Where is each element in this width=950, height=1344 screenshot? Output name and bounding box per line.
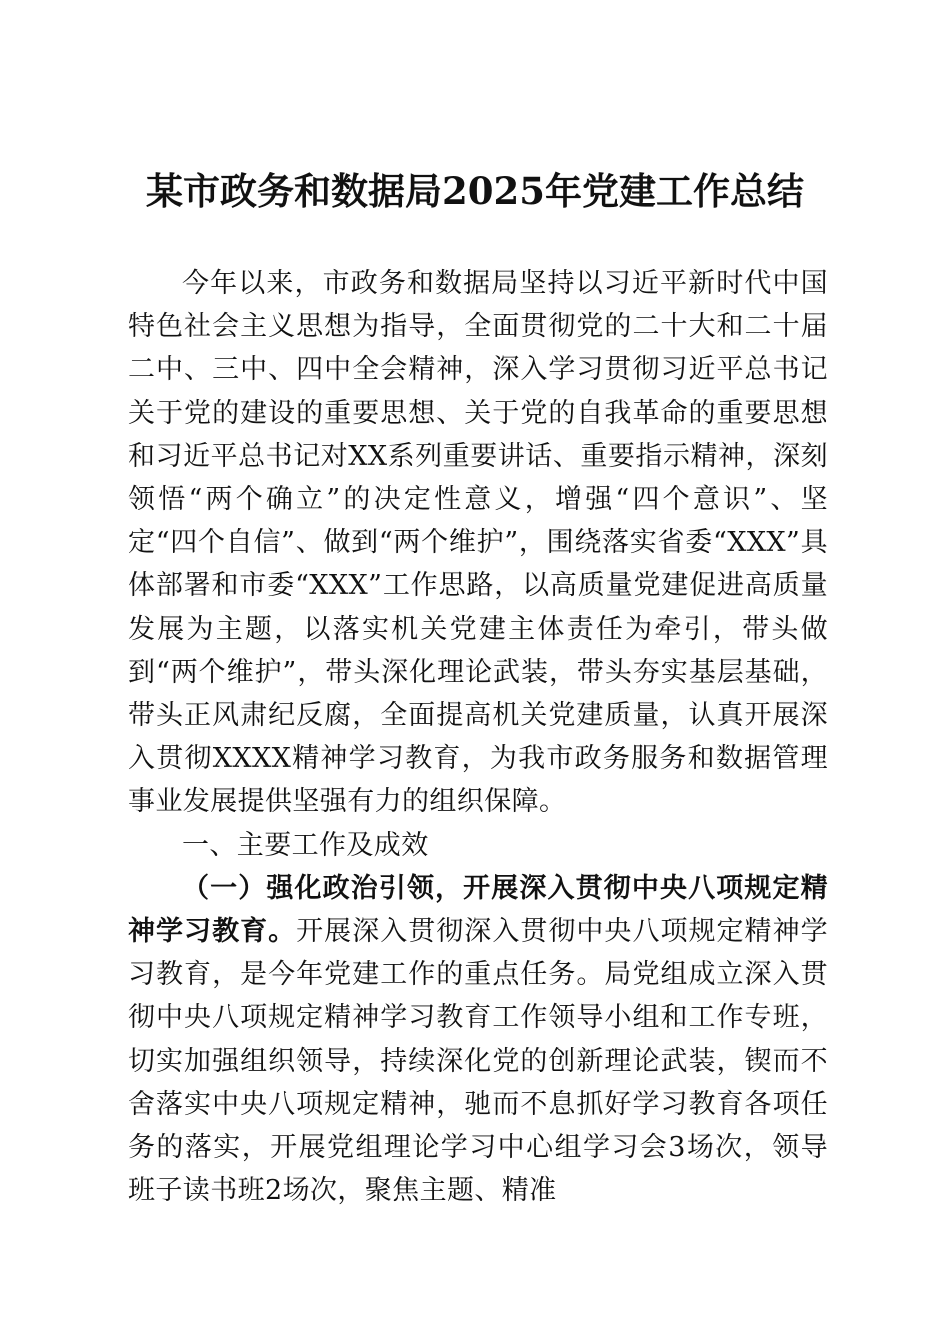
- document-body: [128, 262, 828, 1212]
- subsection-title: （一）强化政治引领，开展深入贯彻中央八项规定精神学习教育。: [128, 872, 828, 948]
- subsection-text: 开展深入贯彻深入贯彻中央八项规定精神学习教育，是今年党建工作的重点任务。局党组成立深入贯彻中央八项规定精神学习教育工作领导小组和工作专班，切实加强组织领导，持续深化党的创新理论武装，锲而不舍落实中央八项规定精神，驰而不息抓好学习教育各项任务的落实，开展党组理论学习中心组学习会3场次，领导班子读书班2场次，聚焦主题、精准: [128, 916, 828, 1207]
- subsection-paragraph: [128, 867, 828, 1213]
- section-heading: 一、主要工作及成效: [182, 829, 429, 861]
- intro-paragraph: 今年以来，市政务和数据局坚持以习近平新时代中国特色社会主义思想为指导，全面贯彻党的二十大和二十届二中、三中、四中全会精神，深入学习贯彻习近平总书记关于党的建设的重要思想、关于党的自我革命的重要思想和习近平总书记对XX系列重要讲话、重要指示精神，深刻领悟“两个确立”的决定性意义，增强“四个意识”、坚定“四个自信”、做到“两个维护”，围绕落实省委“XXX”具体部署和市委“XXX”工作思路，以高质量党建促进高质量发展为主题，以落实机关党建主体责任为牵引，带头做到“两个维护”，带头深化理论武装，带头夯实基层基础，带头正风肃纪反腐，全面提高机关党建质量，认真开展深入贯彻XXXX精神学习教育，为我市政务服务和数据管理事业发展提供坚强有力的组织保障。: [128, 268, 828, 818]
- document-title: 某市政务和数据局2025年党建工作总结: [146, 169, 804, 213]
